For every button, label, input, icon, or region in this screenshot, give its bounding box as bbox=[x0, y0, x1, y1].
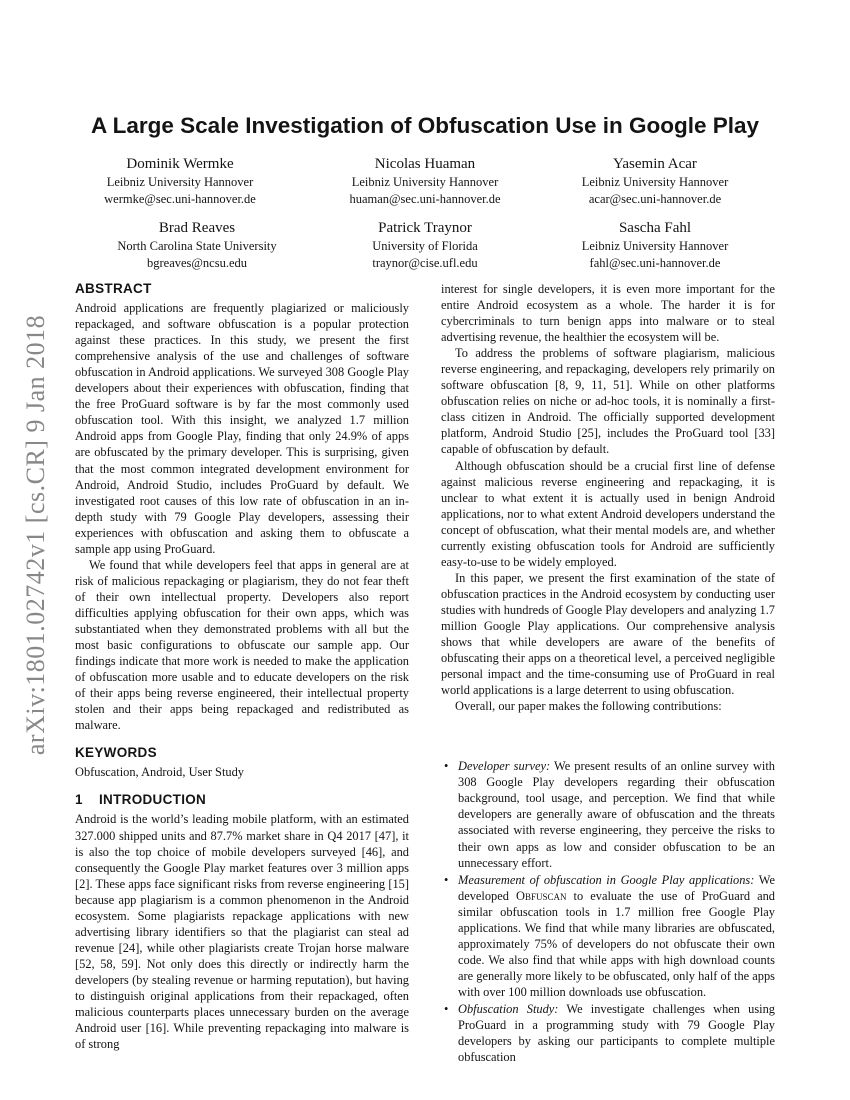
author-name: Brad Reaves bbox=[158, 220, 236, 236]
author-block bbox=[50, 154, 310, 207]
author-email: acar@sec.uni-hannover.de bbox=[588, 191, 722, 206]
tool-name: Obfuscan bbox=[516, 888, 567, 903]
contributions-list bbox=[441, 758, 775, 1065]
author-email: wermke@sec.uni-hannover.de bbox=[104, 191, 256, 206]
section-number: 1 bbox=[75, 792, 83, 808]
arxiv-sidebar bbox=[16, 290, 56, 780]
author-affiliation: North Carolina State University bbox=[117, 239, 277, 253]
right-column bbox=[441, 281, 775, 1066]
intro-paragraph: Android is the world’s leading mobile platform, with an estimated 327.000 shipped units and 87.7% market share in Q4 2017 [47], it is also the top choice of mobile developers surveyed [46], and consequently the Google Play market features over 3 million apps [2]. These apps face significant risks from reverse engineering [15] because app plagiarism is a common phenomenon in the Android ecosystem. Some plagiarists repackage applications with new advertising library identifiers so that the plagiarist can steal ad revenue [24], while other plagiarists create Trojan horse malware [52, 58, 59]. Not only does this directly or indirectly harm the developers (by stealing revenue or harming reputation), but having to distinguish original applications from their repackaged, often malicious counterparts places unnecessary burden on the average Android user [16]. While preventing repackaging into malware is of strong bbox=[75, 812, 409, 1052]
abstract-paragraph: Android applications are frequently plagiarized or maliciously repackaged, and software obfuscation is a popular protection against these practices. In this study, we present the first comprehensive analysis of the use and challenges of software obfuscation in Android applications. We surveyed 308 Google Play developers about their experiences with obfuscation, finding that the free ProGuard software is by far the most commonly used obfuscation tool. With this insight, we analyzed 1.7 million Android apps from Google Play, finding that only 24.9% of apps are obfuscated by the primary developer. This is surprising, given that the most common integrated development environment for Android, Android Studio, includes ProGuard by default. We investigated root causes of this low rate of obfuscation in an in-depth study with 79 Google Play developers, assessing their experiences with obfuscation and asking them to obfuscate a sample app using ProGuard. bbox=[75, 301, 409, 556]
author-email: huaman@sec.uni-hannover.de bbox=[349, 191, 501, 206]
author-email: fahl@sec.uni-hannover.de bbox=[589, 255, 721, 270]
abstract-paragraph: We found that while developers feel that apps in general are at risk of malicious repackaging or plagiarism, they do not fear theft of their own intellectual property. Developers also report difficulties applying obfuscation for their own apps, which was substantiated when they demonstrated problems with all but the most basic configurations to obfuscate our sample app. Our findings indicate that more work is needed to make the application of obfuscation more usable and to educate developers on the risk of their apps being reverse engineered, their intellectual property stolen and their apps being repackaged and redistributed as malware. bbox=[75, 557, 409, 733]
author-email: bgreaves@ncsu.edu bbox=[146, 255, 248, 270]
author-affiliation: University of Florida bbox=[372, 239, 478, 253]
author-email: traynor@cise.ufl.edu bbox=[372, 255, 478, 270]
author-name: Dominik Wermke bbox=[126, 156, 234, 172]
contribution-lead: Measurement of obfuscation in Google Play applications: bbox=[458, 872, 755, 887]
author-name: Yasemin Acar bbox=[613, 156, 697, 172]
author-block bbox=[525, 154, 785, 207]
left-column bbox=[75, 281, 409, 1052]
author-block bbox=[67, 218, 327, 271]
introduction-heading bbox=[75, 792, 409, 808]
paper-title: A Large Scale Investigation of Obfuscation Use in Google Play bbox=[90, 113, 760, 138]
author-affiliation: Leibniz University Hannover bbox=[106, 175, 254, 189]
author-block bbox=[525, 218, 785, 271]
author-affiliation: Leibniz University Hannover bbox=[581, 175, 729, 189]
arxiv-identifier: arXiv:1801.02742v1 [cs.CR] 9 Jan 2018 bbox=[21, 314, 50, 756]
author-name: Patrick Traynor bbox=[378, 220, 472, 236]
keywords-heading: KEYWORDS bbox=[75, 745, 157, 761]
author-affiliation: Leibniz University Hannover bbox=[351, 175, 499, 189]
contribution-text: We investigate challenges when using ProGuard in a programming study with 79 Google Play developers by asking our participants to complete multiple obfuscation bbox=[458, 1001, 775, 1065]
abstract-heading: ABSTRACT bbox=[75, 281, 152, 296]
contribution-text: We present results of an online survey with 308 Google Play developers regarding their obfuscation background, tool usage, and perception. We find that while developers are generally aware of obfuscation and the threats associated with reverse engineering, they perceive the risks to their own apps as low and consider obfuscation to be an unnecessary effort. bbox=[458, 759, 775, 870]
intro-paragraph: interest for single developers, it is even more important for the entire Android ecosystem as a whole. The harder it is for cybercriminals to turn benign apps into malware or to steal advertising revenue, the healthier the ecosystem will be. bbox=[441, 282, 775, 345]
contribution-text: to evaluate the use of ProGuard and similar obfuscation tools in 1.7 million free Google Play applications. We find that while many libraries are obfuscated, approximately 75% of developers do not obfuscate their own code. We also find that while apps with high download counts are generally more likely to be obfuscated, only half of the apps with over 100 million downloads use obfuscation. bbox=[458, 888, 775, 999]
intro-paragraph: In this paper, we present the first examination of the state of obfuscation practices in the Android ecosystem by conducting user studies with hundreds of Google Play developers and analyzing 1.7 million Google Play applications. Our comprehensive analysis shows that while developers are aware of the benefits of obfuscating their apps on a theoretical level, a perceived negligible personal impact and the time-consuming use of ProGuard in real world applications is a large deterrent to using obfuscation. bbox=[441, 570, 775, 698]
list-item bbox=[441, 1001, 775, 1065]
author-block bbox=[295, 218, 555, 271]
contribution-lead: Developer survey: bbox=[458, 759, 551, 774]
section-title: INTRODUCTION bbox=[99, 792, 207, 808]
author-name: Nicolas Huaman bbox=[374, 156, 476, 172]
intro-paragraph: Although obfuscation should be a crucial first line of defense against malicious reverse engineering and repackaging, it is unclear to what extent it is actually used in benign Android applications, nor to what extent Android developers understand the concept of obfuscation, what their mental models are, and whether currently existing obfuscation tools for Android are sufficiently easy-to-use to be widely employed. bbox=[441, 458, 775, 569]
keywords-text: Obfuscation, Android, User Study bbox=[75, 765, 244, 780]
author-name: Sascha Fahl bbox=[618, 220, 692, 236]
intro-paragraph: Overall, our paper makes the following contributions: bbox=[455, 699, 722, 714]
intro-paragraph: To address the problems of software plagiarism, malicious reverse engineering, and repackaging, developers rely primarily on software obfuscation [8, 9, 11, 51]. While on other platforms obfuscation relies on niche or ad-hoc tools, it is nominally a first-class citizen in Android. The officially supported development platform, Android Studio [25], includes the ProGuard tool [33] capable of obfuscation by default. bbox=[441, 346, 775, 457]
author-affiliation: Leibniz University Hannover bbox=[581, 239, 729, 253]
author-block bbox=[295, 154, 555, 207]
contribution-text: We developed bbox=[458, 872, 775, 903]
list-item bbox=[441, 872, 775, 1000]
list-item bbox=[441, 758, 775, 870]
contribution-lead: Obfuscation Study: bbox=[458, 1001, 559, 1016]
